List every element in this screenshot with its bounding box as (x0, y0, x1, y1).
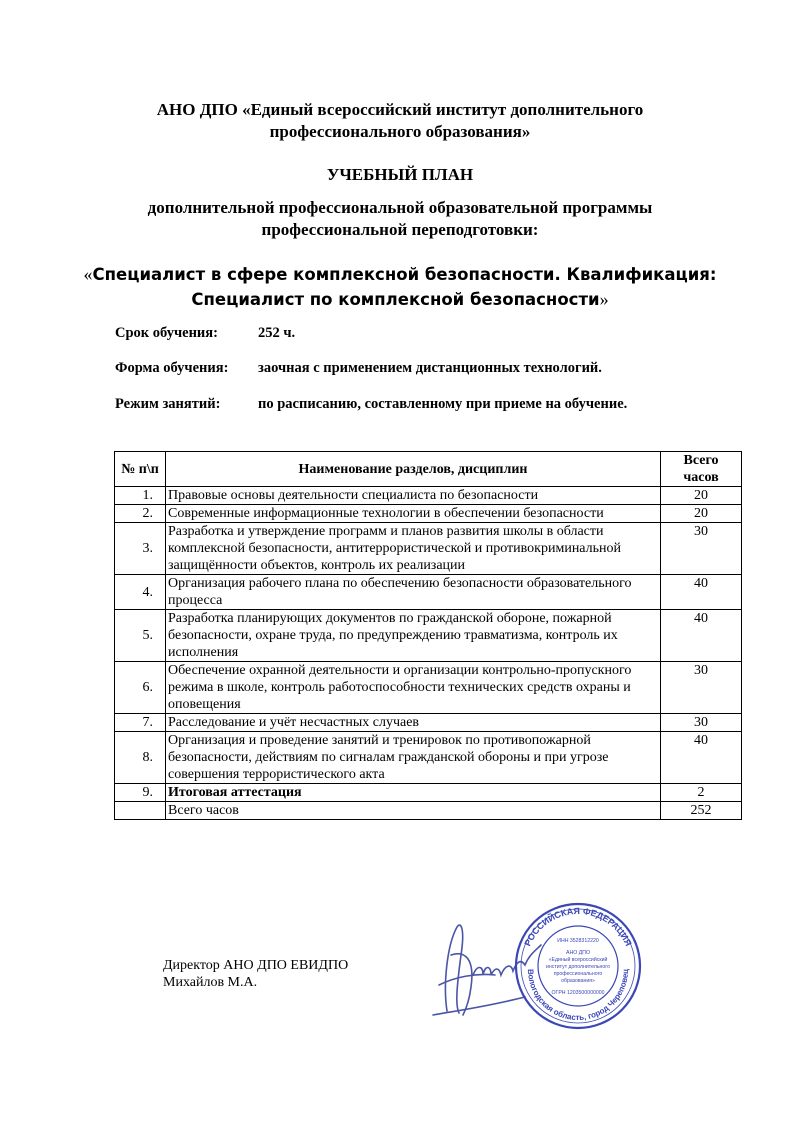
plan-title: УЧЕБНЫЙ ПЛАН (326, 165, 474, 184)
row-hours: 30 (661, 523, 742, 575)
duration-value: 252 ч. (258, 325, 296, 341)
table-row (115, 505, 742, 523)
table-row (115, 732, 742, 784)
table-total-row (115, 802, 742, 820)
table-row (115, 523, 742, 575)
director-title: Директор АНО ДПО ЕВИДПО (163, 958, 349, 973)
row-num: 3. (115, 523, 166, 575)
row-hours: 40 (661, 575, 742, 610)
stamp-line: институт дополнительного (546, 964, 610, 970)
row-hours: 20 (661, 505, 742, 523)
row-num: 5. (115, 610, 166, 662)
mode-label: Режим занятий: (115, 396, 221, 412)
row-num: 2. (115, 505, 166, 523)
row-name: Разработка планирующих документов по гражданской обороне, пожарной безопасности, охране труда, по предупреждению травматизма, контроль их исполнения (166, 610, 661, 662)
table-header-row (115, 452, 742, 487)
organization-line-2: профессионального образования» (269, 122, 531, 141)
row-num: 6. (115, 662, 166, 714)
table-row (115, 662, 742, 714)
row-name: Правовые основы деятельности специалиста по безопасности (166, 487, 661, 505)
table-row (115, 610, 742, 662)
form-row (115, 360, 602, 377)
row-hours: 40 (661, 732, 742, 784)
stamp-ogrn: ОГРН 1203500000000 (551, 990, 605, 996)
program-name-line-1 (0, 262, 800, 287)
program-name-line-2 (0, 287, 800, 312)
program-type (0, 197, 800, 241)
header-hours-line-2: часов (683, 470, 719, 485)
row-name: Расследование и учёт несчастных случаев (166, 714, 661, 732)
row-name: Организация и проведение занятий и тренировок по противопожарной безопасности, действиям по сигналам гражданской обороны и при угрозе совершения террористического акта (166, 732, 661, 784)
mode-value: по расписанию, составленному при приеме на обучение. (258, 396, 628, 412)
header-name: Наименование разделов, дисциплин (166, 452, 661, 487)
stamp-top-text: РОССИЙСКАЯ ФЕДЕРАЦИЯ (522, 905, 634, 948)
row-name: Разработка и утверждение программ и планов развития школы в области комплексной безопасности, антитеррористической и противокриминальной защищённости объектов, контроль их реализации (166, 523, 661, 575)
program-name-text-1: Специалист в сфере комплексной безопасности. Квалификация: (92, 265, 717, 284)
program-line-2: профессиональной переподготовки: (261, 220, 539, 239)
close-quote: » (599, 289, 609, 309)
organization-name (0, 99, 800, 143)
row-name: Организация рабочего плана по обеспечению безопасности образовательного процесса (166, 575, 661, 610)
row-hours: 30 (661, 662, 742, 714)
mode-row (115, 396, 628, 413)
header-num: № п\п (115, 452, 166, 487)
total-label: Всего часов (166, 802, 661, 820)
row-hours: 30 (661, 714, 742, 732)
row-hours: 20 (661, 487, 742, 505)
duration-label: Срок обучения: (115, 325, 218, 341)
row-num: 7. (115, 714, 166, 732)
form-value: заочная с применением дистанционных технологий. (258, 360, 602, 376)
director-signature-block (163, 957, 348, 991)
row-hours: 40 (661, 610, 742, 662)
total-hours: 252 (661, 802, 742, 820)
header-hours-line-1: Всего (683, 453, 719, 468)
row-num: 4. (115, 575, 166, 610)
row-name: Итоговая аттестация (166, 784, 661, 802)
program-name-text-2: Специалист по комплексной безопасности (191, 290, 600, 309)
stamp-line: «Единый всероссийский (548, 957, 608, 963)
table-row-final (115, 784, 742, 802)
program-line-1: дополнительной профессиональной образовательной программы (147, 198, 653, 217)
director-name: Михайлов М.А. (163, 975, 258, 990)
organization-stamp (512, 900, 644, 1032)
open-quote: « (83, 264, 93, 284)
program-name (0, 262, 800, 312)
stamp-bottom-text: Вологодская область, город Череповец (525, 968, 631, 1023)
row-num: 8. (115, 732, 166, 784)
row-hours: 2 (661, 784, 742, 802)
form-label: Форма обучения: (115, 360, 229, 376)
table-row (115, 487, 742, 505)
table-row (115, 575, 742, 610)
row-name: Современные информационные технологии в обеспечении безопасности (166, 505, 661, 523)
duration-row (115, 325, 296, 342)
stamp-line: профессионального (553, 971, 603, 977)
header-hours (661, 452, 742, 487)
total-num-empty (115, 802, 166, 820)
row-num: 9. (115, 784, 166, 802)
stamp-line: АНО ДПО (566, 950, 590, 956)
table-row (115, 714, 742, 732)
stamp-inn: ИНН 3528312220 (557, 938, 599, 944)
stamp-line: образования» (561, 978, 595, 984)
row-name: Обеспечение охранной деятельности и организации контрольно-пропускного режима в школе, контроль работоспособности технических средств охраны и оповещения (166, 662, 661, 714)
organization-line-1: АНО ДПО «Единый всероссийский институт дополнительного (156, 100, 644, 119)
curriculum-table (114, 451, 742, 820)
row-num: 1. (115, 487, 166, 505)
